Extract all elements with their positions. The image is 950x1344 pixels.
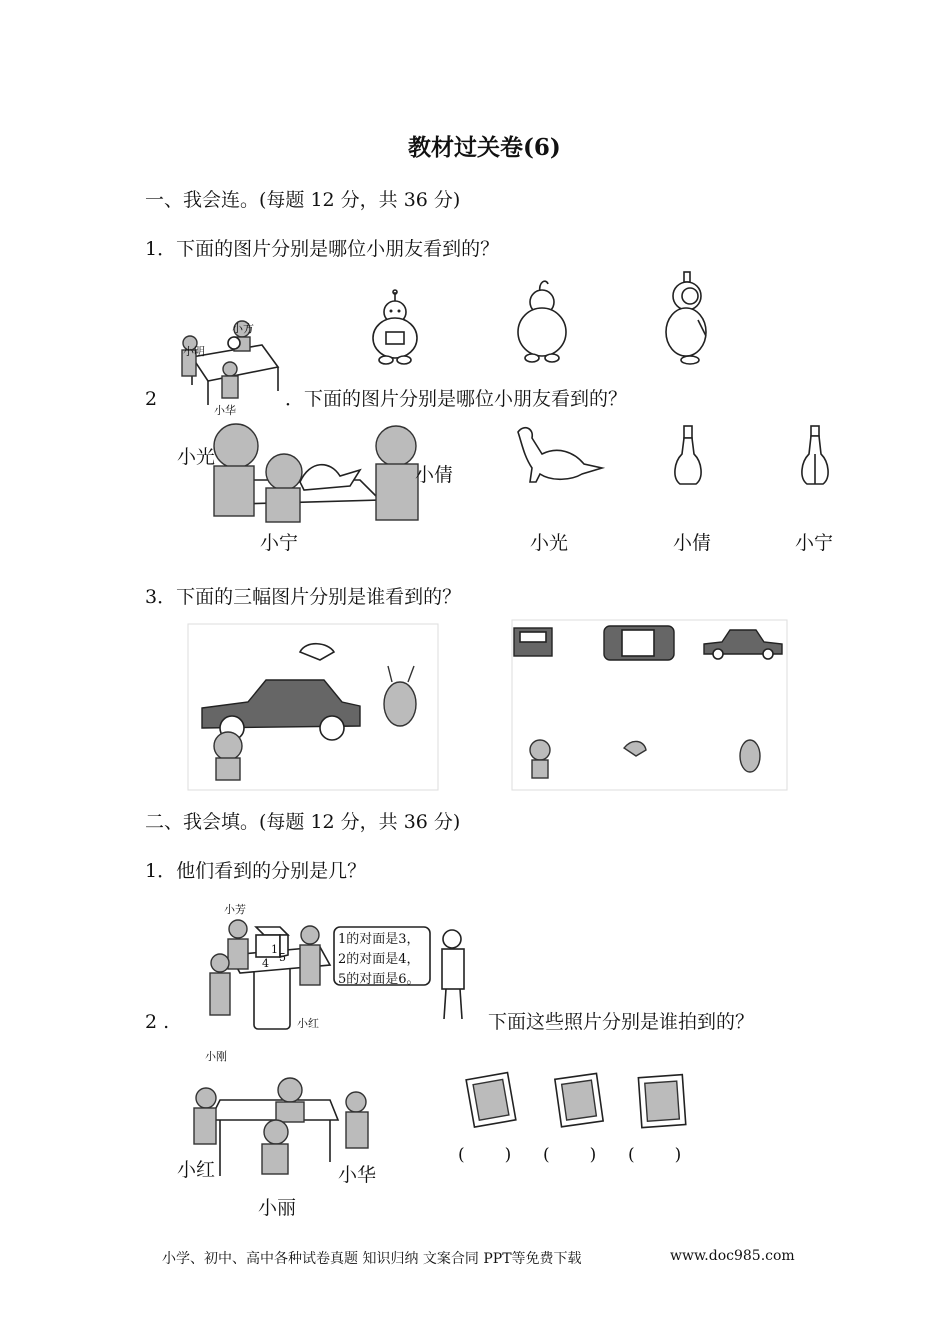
answer-blank-2[interactable]: ( ) [543, 1145, 599, 1165]
q2-1-label-xiaofang: 小芳 [224, 903, 246, 916]
cube-face-front: 4 [262, 957, 269, 970]
speech-bubble [338, 930, 420, 990]
answer-blank-1[interactable]: ( ) [458, 1145, 514, 1165]
q1-1-figure-front [365, 290, 425, 365]
footer-text: 小学、初中、高中各种试卷真题 知识归纳 文案合同 PPT等免费下载 [162, 1251, 582, 1267]
q2-2-label-xiaohong: 小红 [177, 1159, 216, 1181]
answer-blank-3[interactable]: ( ) [628, 1145, 684, 1165]
q1-2-answer-xiaoqian: 小倩 [673, 532, 712, 554]
q1-2-label-xiaoqian: 小倩 [415, 464, 454, 486]
section1-heading: 一、我会连。(每题 12 分，共 36 分) [145, 189, 461, 211]
q1-1-label-xiaoming: 小明 [183, 345, 205, 358]
q1-2-dinosaur-scene [200, 420, 440, 530]
cube-face-top: 1 [271, 943, 278, 956]
q1-2-answer-xiaoning: 小宁 [795, 532, 834, 554]
q1-1-label-xiaohua: 小华 [214, 404, 236, 417]
q1-2-number: 2 [145, 388, 158, 410]
cube-face-side: 5 [279, 951, 286, 964]
q1-1-figure-back [512, 278, 574, 364]
q1-2-dinosaur-front [668, 424, 708, 488]
q2-2-label-xiaoli: 小丽 [258, 1197, 297, 1219]
q2-2-photos [468, 1070, 698, 1134]
q2-2-text: 下面这些照片分别是谁拍到的？ [488, 1011, 755, 1033]
speech-line-1: 1的对面是3， [338, 932, 420, 947]
q1-2-label-xiaoguang: 小光 [177, 446, 216, 468]
q1-2-answer-xiaoguang: 小光 [530, 532, 569, 554]
q2-1-label-xiaogang: 小刚 [205, 1050, 227, 1063]
q2-2-label-xiaohua: 小华 [338, 1164, 377, 1186]
q1-1-table-scene [172, 315, 282, 415]
q1-3-text: 3．下面的三幅图片分别是谁看到的？ [145, 586, 462, 608]
q1-1-label-xiaofang: 小方 [232, 322, 254, 335]
q1-3-views-scene [512, 620, 787, 790]
q1-2-dinosaur-side [512, 424, 604, 484]
q2-2-number: 2 . [145, 1011, 170, 1033]
q1-1-text: 1．下面的图片分别是哪位小朋友看到的？ [145, 238, 500, 260]
q1-2-text: ．下面的图片分别是哪位小朋友看到的？ [285, 388, 628, 410]
q1-1-figure-side [660, 270, 718, 366]
q1-2-dinosaur-back [795, 424, 835, 488]
section2-heading: 二、我会填。(每题 12 分，共 36 分) [145, 811, 461, 833]
q1-3-car-scene [188, 624, 438, 790]
speech-line-2: 2的对面是4， [338, 952, 420, 967]
q2-1-label-xiaohong: 小红 [297, 1017, 319, 1030]
footer-url[interactable]: www.doc985.com [670, 1248, 795, 1264]
page-title: 教材过关卷(6) [408, 134, 561, 161]
speech-line-3: 5的对面是6。 [338, 972, 420, 987]
q1-2-label-xiaoning: 小宁 [260, 532, 299, 554]
q2-1-text: 1．他们看到的分别是几？ [145, 860, 367, 882]
